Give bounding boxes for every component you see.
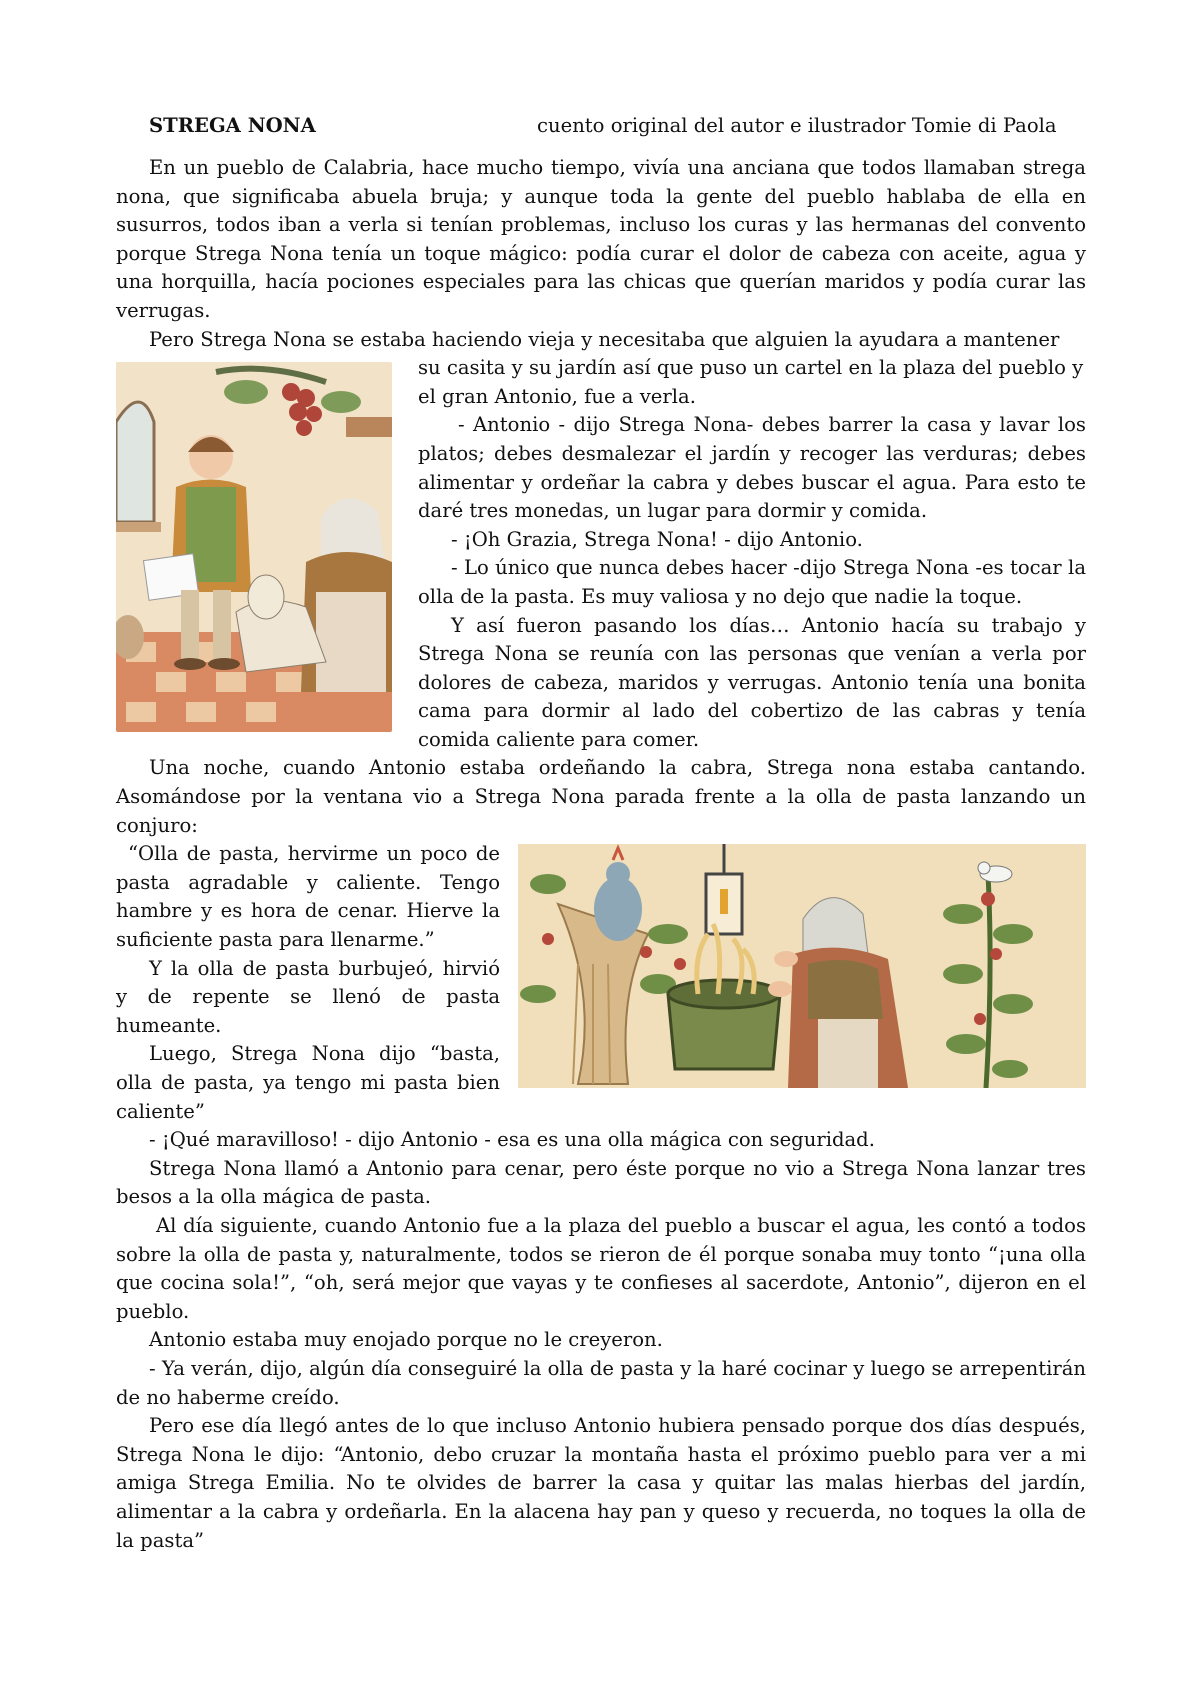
paragraph: Luego, Strega Nona dijo “basta, olla de pasta, ya tengo mi pasta bien caliente”: [116, 1042, 500, 1123]
paragraph: - ¡Oh Grazia, Strega Nona! - dijo Antonio.: [451, 527, 863, 551]
paragraph: Strega Nona llamó a Antonio para cenar, pero éste porque no vio a Strega Nona lanzar tres besos a la olla mágica de pasta.: [116, 1156, 1086, 1209]
illustration-antonio-and-strega-nona: [116, 362, 392, 732]
document-page: [116, 112, 1086, 1555]
paragraph: Al día siguiente, cuando Antonio fue a la plaza del pueblo a buscar el agua, les contó a todos sobre la olla de pasta y, naturalmente, todos se rieron de él porque sonaba muy tonto “¡una olla que cocina sola!”, “oh, será mejor que vayas y te confieses al sacerdote, Antonio”, dijeron en el pueblo.: [116, 1213, 1086, 1323]
paragraph: Y la olla de pasta burbujeó, hirvió y de repente se llenó de pasta humeante.: [116, 956, 500, 1037]
paragraph: - Ya verán, dijo, algún día conseguiré la olla de pasta y la haré cocinar y luego se arrepentirán de no haberme creído.: [116, 1356, 1086, 1409]
paragraph: En un pueblo de Calabria, hace mucho tiempo, vivía una anciana que todos llamaban strega nona, que significaba abuela bruja; y aunque toda la gente del pueblo hablaba de ella en susurros, todos iban a verla si tenían problemas, incluso los curas y las hermanas del convento porque Strega Nona tenía un toque mágico: podía curar el dolor de cabeza con aceite, agua y una horquilla, hacía pociones especiales para las chicas que querían maridos y podía curar las verrugas.: [116, 156, 1086, 322]
paragraph: su casita y su jardín así que puso un cartel en la plaza del pueblo y el gran Antonio, fue a verla.: [418, 356, 1084, 408]
document-subtitle: cuento original del autor e ilustrador Tomie di Paola: [537, 114, 1057, 137]
document-header: [116, 112, 1086, 142]
paragraph: Una noche, cuando Antonio estaba ordeñando la cabra, Strega nona estaba cantando. Asomándose por la ventana vio a Strega Nona parada frente a la olla de pasta lanzando un conjuro:: [116, 756, 1086, 837]
paragraph: “Olla de pasta, hervirme un poco de pasta agradable y caliente. Tengo hambre y es hora de cenar. Hierve la suficiente pasta para llenarme.”: [116, 842, 500, 952]
illustration-strega-nona-pasta-pot: [518, 844, 1086, 1088]
paragraph: - Lo único que nunca debes hacer -dijo Strega Nona -es tocar la olla de la pasta. Es muy valiosa y no dejo que nadie la toque.: [418, 556, 1086, 608]
paragraph: Antonio estaba muy enojado porque no le creyeron.: [149, 1328, 663, 1352]
document-title: STREGA NONA: [149, 114, 316, 137]
paragraph: Pero Strega Nona se estaba haciendo vieja y necesitaba que alguien la ayudara a mantener: [149, 327, 1060, 351]
paragraph: Y así fueron pasando los días… Antonio hacía su trabajo y Strega Nona se reunía con las personas que venían a verla por dolores de cabeza, maridos y verrugas. Antonio tenía una bonita cama para dormir al lado del cobertizo de las cabras y tenía comida caliente para comer.: [418, 613, 1086, 751]
paragraph: - Antonio - dijo Strega Nona- debes barrer la casa y lavar los platos; debes desmalezar el jardín y recoger las verduras; debes alimentar y ordeñar la cabra y debes buscar el agua. Para esto te daré tres monedas, un lugar para dormir y comida.: [418, 413, 1086, 523]
paragraph: Pero ese día llegó antes de lo que incluso Antonio hubiera pensado porque dos días después, Strega Nona le dijo: “Antonio, debo cruzar la montaña hasta el próximo pueblo para ver a mi amiga Strega Emilia. No te olvides de barrer la casa y quitar las malas hierbas del jardín, alimentar a la cabra y ordeñarla. En la alacena hay pan y queso y recuerda, no toques la olla de la pasta”: [116, 1414, 1086, 1552]
paragraph: - ¡Qué maravilloso! - dijo Antonio - esa es una olla mágica con seguridad.: [149, 1128, 875, 1152]
